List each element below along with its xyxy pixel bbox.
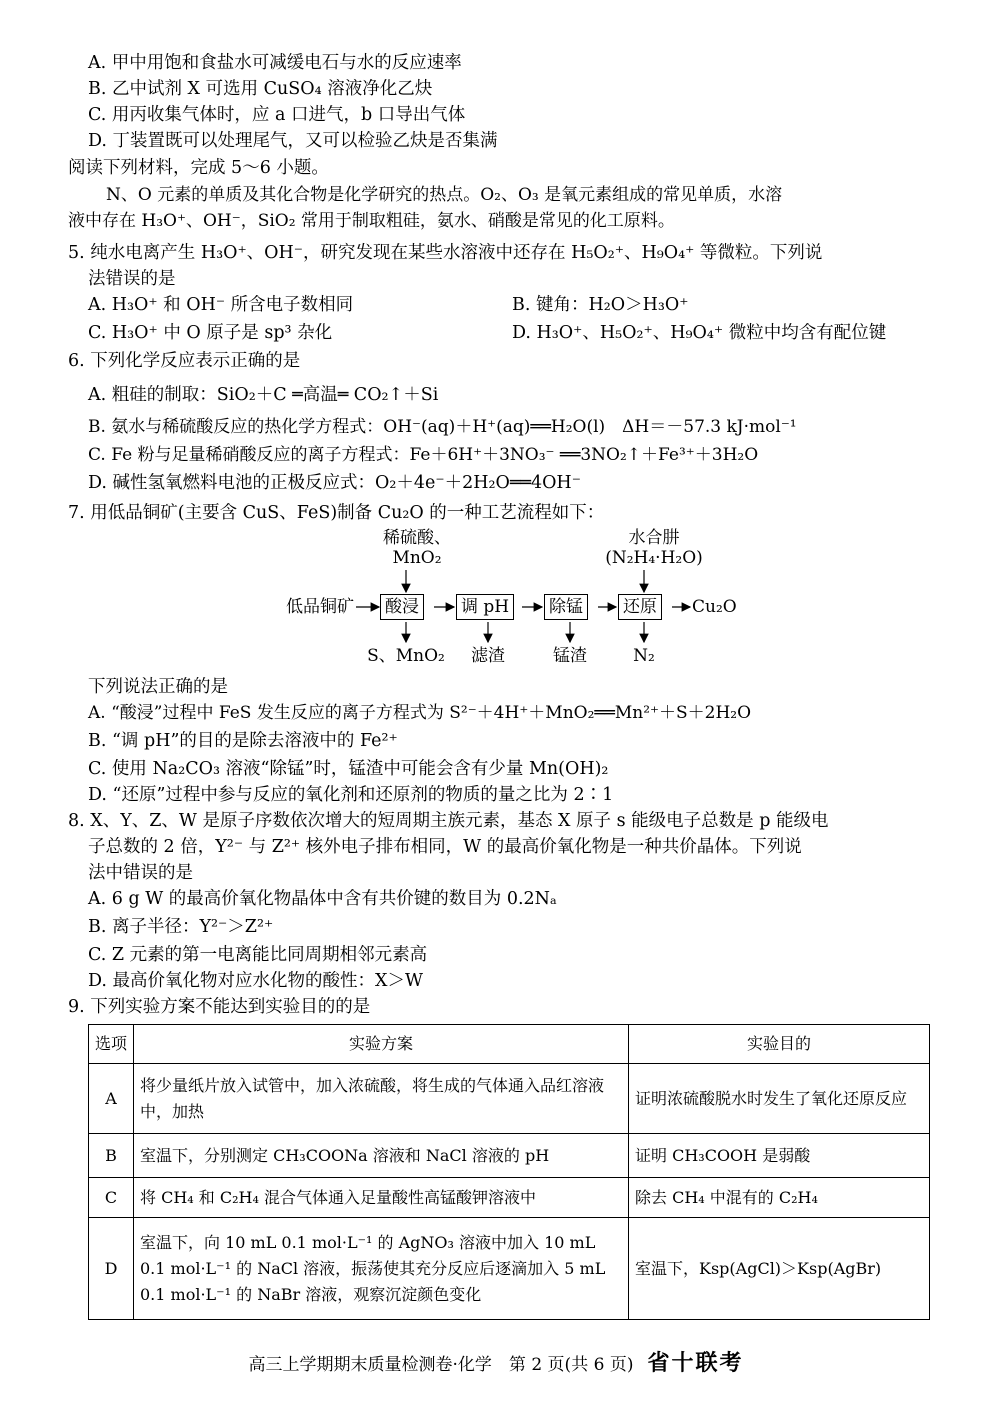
q4-option-b: B. 乙中试剂 X 可选用 CuSO₄ 溶液净化乙炔 [88,79,433,99]
reagent-hydrazine-label: 水合肼 [628,528,680,548]
q7-ask: 下列说法正确的是 [88,677,228,697]
q8-option-c: C. Z 元素的第一电离能比同周期相邻元素高 [88,945,428,965]
reagent-hydrazine-formula: (N₂H₄·H₂O) [605,548,703,568]
table-row [89,1064,930,1134]
row-goal: 室温下，Ksp(AgCl)＞Ksp(AgBr) [629,1218,930,1320]
q7-option-c: C. 使用 Na₂CO₃ 溶液“除锰”时，锰渣中可能会含有少量 Mn(OH)₂ [88,759,609,779]
flow-start-label: 低品铜矿 [286,597,354,617]
flow-output-4: N₂ [633,646,655,666]
flow-step-acid-leach: 酸浸 [380,594,424,620]
header-option: 选项 [89,1025,134,1064]
page-footer [0,1346,992,1377]
table-row [89,1134,930,1178]
q6-stem: 6. 下列化学反应表示正确的是 [68,351,301,371]
flow-output-2: 滤渣 [471,646,505,666]
q9-stem: 9. 下列实验方案不能达到实验目的的是 [68,997,371,1017]
q6-option-a: A. 粗硅的制取：SiO₂＋C ═高温═ CO₂↑＋Si [88,385,439,405]
q8-option-a: A. 6 g W 的最高价氧化物晶体中含有共价键的数目为 0.2Nₐ [88,889,557,909]
q4-option-d: D. 丁装置既可以处理尾气，又可以检验乙炔是否集满 [88,131,498,151]
flow-step-remove-mn: 除锰 [544,594,588,620]
q7-option-b: B. “调 pH”的目的是除去溶液中的 Fe²⁺ [88,731,398,751]
row-plan: 将 CH₄ 和 C₂H₄ 混合气体通入足量酸性高锰酸钾溶液中 [134,1178,629,1218]
q5-stem-line2: 法错误的是 [88,269,176,289]
table-row [89,1178,930,1218]
flow-step-reduce: 还原 [618,594,662,620]
process-flow-diagram [268,528,788,678]
q4-option-c: C. 用丙收集气体时，应 a 口进气，b 口导出气体 [88,105,466,125]
q8-option-d: D. 最高价氧化物对应水化物的酸性：X＞W [88,971,423,991]
flow-product-label: Cu₂O [692,597,737,617]
q7-stem: 7. 用低品铜矿(主要含 CuS、FeS)制备 Cu₂O 的一种工艺流程如下： [68,503,605,523]
q7-option-d: D. “还原”过程中参与反应的氧化剂和还原剂的物质的量之比为 2∶1 [88,785,614,805]
q7-option-a: A. “酸浸”过程中 FeS 发生反应的离子方程式为 S²⁻＋4H⁺＋MnO₂══Mn²⁺＋S＋2H₂O [88,703,752,723]
reading-paragraph-2: 液中存在 H₃O⁺、OH⁻，SiO₂ 常用于制取粗硅，氨水、硝酸是常见的化工原料。 [68,211,675,231]
q8-stem-line2: 子总数的 2 倍，Y²⁻ 与 Z²⁺ 核外电子排布相同，W 的最高价氧化物是一种共价晶体。下列说 [88,837,802,857]
table-row [89,1218,930,1320]
row-option: D [89,1218,134,1320]
footer-text: 高三上学期期末质量检测卷·化学 第 2 页(共 6 页) [248,1355,634,1375]
flow-output-3: 锰渣 [553,646,587,666]
q6-option-b: B. 氨水与稀硫酸反应的热化学方程式：OH⁻(aq)＋H⁺(aq)══H₂O(l) ΔH＝－57.3 kJ·mol⁻¹ [88,417,797,437]
experiment-table [88,1024,930,1320]
q8-option-b: B. 离子半径：Y²⁻＞Z²⁺ [88,917,274,937]
header-plan: 实验方案 [134,1025,629,1064]
q6-option-c: C. Fe 粉与足量稀硝酸反应的离子方程式：Fe＋6H⁺＋3NO₃⁻ ══3NO₂↑＋Fe³⁺＋3H₂O [88,445,759,465]
q5-option-b: B. 键角：H₂O＞H₃O⁺ [512,295,689,315]
reagent-mno2-label: MnO₂ [392,548,442,568]
row-plan: 将少量纸片放入试管中，加入浓硫酸，将生成的气体通入品红溶液中，加热 [134,1064,629,1134]
q5-option-c: C. H₃O⁺ 中 O 原子是 sp³ 杂化 [88,323,333,343]
reading-paragraph-1: N、O 元素的单质及其化合物是化学研究的热点。O₂、O₃ 是氧元素组成的常见单质，水溶 [106,185,783,205]
table-header-row [89,1025,930,1064]
reading-intro: 阅读下列材料，完成 5～6 小题。 [68,158,329,178]
q8-stem-line1: 8. X、Y、Z、W 是原子序数依次增大的短周期主族元素，基态 X 原子 s 能级电子总数是 p 能级电 [68,811,829,831]
row-plan: 室温下，分别测定 CH₃COONa 溶液和 NaCl 溶液的 pH [134,1134,629,1178]
q5-stem-line1: 5. 纯水电离产生 H₃O⁺、OH⁻，研究发现在某些水溶液中还存在 H₅O₂⁺、H₉O₄⁺ 等微粒。下列说 [68,243,823,263]
flow-output-1: S、MnO₂ [367,646,445,666]
row-option: B [89,1134,134,1178]
row-plan: 室温下，向 10 mL 0.1 mol·L⁻¹ 的 AgNO₃ 溶液中加入 10 mL 0.1 mol·L⁻¹ 的 NaCl 溶液，振荡使其充分反应后逐滴加入 5 mL 0.1 mol·L⁻¹ 的 NaBr 溶液，观察沉淀颜色变化 [134,1218,629,1320]
row-option: C [89,1178,134,1218]
reagent-acid-label: 稀硫酸、 [383,528,451,548]
footer-brand: 省十联考 [647,1350,744,1376]
q4-option-a: A. 甲中用饱和食盐水可减缓电石与水的反应速率 [88,53,462,73]
q6-option-d: D. 碱性氢氧燃料电池的正极反应式：O₂＋4e⁻＋2H₂O══4OH⁻ [88,473,581,493]
row-option: A [89,1064,134,1134]
row-goal: 证明 CH₃COOH 是弱酸 [629,1134,930,1178]
flow-step-adjust-ph: 调 pH [456,594,514,620]
q8-stem-line3: 法中错误的是 [88,863,193,883]
row-goal: 除去 CH₄ 中混有的 C₂H₄ [629,1178,930,1218]
q5-option-a: A. H₃O⁺ 和 OH⁻ 所含电子数相同 [88,295,354,315]
header-goal: 实验目的 [629,1025,930,1064]
q5-option-d: D. H₃O⁺、H₅O₂⁺、H₉O₄⁺ 微粒中均含有配位键 [512,323,887,343]
row-goal: 证明浓硫酸脱水时发生了氧化还原反应 [629,1064,930,1134]
